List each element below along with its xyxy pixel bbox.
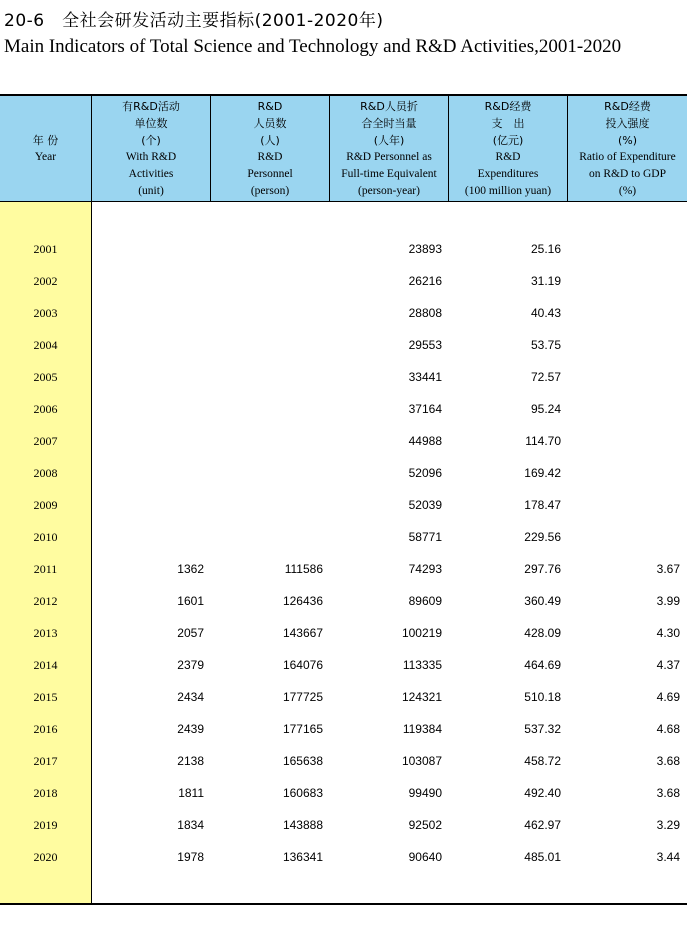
cell-fte: 124321 [401, 690, 442, 704]
header-ratio-en-2: on R&D to GDP [589, 167, 666, 180]
table-row [0, 681, 687, 713]
header-units-cn-1: 有R&D活动 [122, 99, 180, 113]
header-personnel [210, 96, 329, 201]
cell-year: 2010 [33, 530, 58, 544]
cell-fte: 99490 [408, 786, 442, 800]
header-fte-cn-1: R&D人员折 [360, 99, 418, 113]
header-personnel-en-2: Personnel [247, 167, 293, 180]
cell-expenditure: 428.09 [524, 626, 561, 640]
cell-fte: 58771 [408, 530, 442, 544]
header-expenditure-cn-1: R&D经费 [484, 99, 532, 113]
cell-fte: 89609 [408, 594, 442, 608]
cell-personnel: 136341 [282, 850, 323, 864]
cell-fte: 90640 [408, 850, 442, 864]
header-personnel-en-1: R&D [257, 150, 283, 163]
header-units-en-3: (unit) [138, 184, 164, 197]
cell-expenditure: 462.97 [524, 818, 561, 832]
cell-fte: 37164 [408, 402, 442, 416]
cell-year: 2018 [33, 786, 58, 800]
cell-expenditure: 464.69 [524, 658, 561, 672]
table-row [0, 297, 687, 329]
cell-fte: 74293 [408, 562, 442, 576]
header-ratio-cn-2: 投入强度 [605, 116, 650, 130]
cell-year: 2006 [33, 402, 58, 416]
cell-year: 2009 [33, 498, 58, 512]
cell-fte: 28808 [408, 306, 442, 320]
header-expenditure-cn-2: 支 出 [491, 116, 525, 130]
table-row [0, 425, 687, 457]
table-row [0, 649, 687, 681]
cell-fte: 119384 [402, 722, 442, 736]
cell-fte: 26216 [408, 274, 442, 288]
table-row [0, 329, 687, 361]
header-units-cn-2: 单位数 [134, 116, 168, 130]
cell-expenditure: 53.75 [530, 338, 561, 352]
table-row [0, 265, 687, 297]
cell-expenditure: 72.57 [530, 370, 561, 384]
header-personnel-cn-1: R&D [257, 99, 283, 113]
cell-units: 2057 [177, 626, 204, 640]
cell-personnel: 177165 [282, 722, 323, 736]
header-fte-en-1: R&D Personnel as [346, 150, 432, 163]
cell-personnel: 111586 [284, 562, 323, 576]
cell-year: 2017 [33, 754, 58, 768]
cell-expenditure: 485.01 [524, 850, 561, 864]
header-personnel-en-3: (person) [250, 184, 290, 197]
header-units-en-2: Activities [128, 167, 174, 180]
cell-expenditure: 229.56 [524, 530, 561, 544]
cell-year: 2005 [33, 370, 58, 384]
cell-expenditure: 297.76 [524, 562, 561, 576]
cell-year: 2001 [33, 242, 58, 256]
cell-expenditure: 25.16 [530, 242, 561, 256]
cell-units: 1601 [177, 594, 204, 608]
cell-ratio: 3.99 [656, 594, 680, 608]
cell-ratio: 3.44 [656, 850, 680, 864]
header-fte-en-3: (person-year) [358, 184, 420, 197]
table-row [0, 393, 687, 425]
header-ratio [567, 96, 687, 201]
cell-expenditure: 114.70 [525, 434, 561, 448]
header-ratio-cn-3: (%) [617, 133, 638, 147]
header-personnel-cn-2: 人员数 [253, 116, 287, 130]
table-row [0, 617, 687, 649]
cell-expenditure: 537.32 [524, 722, 561, 736]
page-title-en: Main Indicators of Total Science and Technology and R&D Activities,2001-2020 [4, 36, 622, 57]
header-ratio-cn-1: R&D经费 [604, 99, 651, 113]
header-units-cn-3: (个) [141, 133, 161, 147]
cell-units: 2138 [177, 754, 204, 768]
cell-year: 2007 [33, 434, 58, 448]
table-row [0, 521, 687, 553]
header-fte [329, 96, 448, 201]
table-header [0, 96, 687, 202]
cell-personnel: 143888 [282, 818, 323, 832]
table-row [0, 457, 687, 489]
cell-year: 2016 [33, 722, 58, 736]
header-ratio-en-1: Ratio of Expenditure [579, 150, 676, 163]
header-fte-en-2: Full-time Equivalent [341, 167, 437, 180]
cell-year: 2014 [33, 658, 58, 672]
table-row [0, 713, 687, 745]
cell-units: 1362 [177, 562, 204, 576]
header-fte-cn-2: 合全时当量 [361, 116, 417, 130]
header-personnel-cn-3: (人) [260, 133, 280, 147]
cell-units: 1978 [177, 850, 204, 864]
cell-ratio: 4.68 [656, 722, 680, 736]
header-ratio-en-3: (%) [618, 184, 637, 197]
cell-fte: 113335 [402, 658, 442, 672]
cell-expenditure: 510.18 [524, 690, 561, 704]
cell-expenditure: 360.49 [524, 594, 561, 608]
cell-fte: 52039 [408, 498, 442, 512]
cell-units: 2439 [177, 722, 204, 736]
cell-fte: 103087 [401, 754, 442, 768]
cell-year: 2013 [33, 626, 58, 640]
cell-units: 1834 [177, 818, 204, 832]
cell-year: 2015 [33, 690, 58, 704]
cell-ratio: 4.69 [656, 690, 680, 704]
cell-personnel: 177725 [282, 690, 323, 704]
cell-ratio: 3.29 [656, 818, 680, 832]
header-year-en: Year [34, 150, 57, 163]
table-row [0, 745, 687, 777]
cell-fte: 23893 [408, 242, 442, 256]
cell-ratio: 4.37 [656, 658, 680, 672]
table-row [0, 841, 687, 873]
page-title-cn: 20-6 全社会研发活动主要指标(2001-2020年) [4, 11, 384, 31]
cell-year: 2003 [33, 306, 58, 320]
cell-year: 2008 [33, 466, 58, 480]
cell-units: 2379 [177, 658, 204, 672]
cell-fte: 52096 [408, 466, 442, 480]
cell-expenditure: 169.42 [524, 466, 561, 480]
table-row [0, 777, 687, 809]
cell-year: 2012 [33, 594, 58, 608]
cell-personnel: 126436 [282, 594, 323, 608]
header-units [91, 96, 210, 201]
table-bottom-rule [0, 903, 687, 905]
cell-fte: 44988 [408, 434, 442, 448]
cell-fte: 100219 [401, 626, 442, 640]
cell-personnel: 164076 [282, 658, 323, 672]
header-expenditure [448, 96, 567, 201]
header-expenditure-cn-3: (亿元) [492, 133, 524, 147]
cell-fte: 33441 [408, 370, 442, 384]
cell-ratio: 3.68 [656, 786, 680, 800]
cell-personnel: 165638 [282, 754, 323, 768]
cell-year: 2019 [33, 818, 58, 832]
header-units-en-1: With R&D [125, 150, 177, 163]
cell-fte: 92502 [408, 818, 442, 832]
cell-units: 1811 [178, 786, 204, 800]
table-row [0, 585, 687, 617]
cell-ratio: 3.68 [656, 754, 680, 768]
cell-personnel: 143667 [282, 626, 323, 640]
cell-year: 2020 [33, 850, 58, 864]
cell-expenditure: 95.24 [530, 402, 561, 416]
cell-year: 2011 [33, 562, 58, 576]
header-year-cn: 年 份 [32, 133, 59, 147]
cell-expenditure: 458.72 [524, 754, 561, 768]
table-row [0, 361, 687, 393]
cell-expenditure: 40.43 [530, 306, 561, 320]
header-expenditure-en-2: Expenditures [477, 167, 539, 180]
header-fte-cn-3: (人年) [373, 133, 405, 147]
table-row [0, 489, 687, 521]
cell-ratio: 4.30 [656, 626, 680, 640]
table-row [0, 233, 687, 265]
header-year [0, 96, 91, 201]
table-row [0, 809, 687, 841]
table-row [0, 553, 687, 585]
cell-fte: 29553 [408, 338, 442, 352]
cell-personnel: 160683 [282, 786, 323, 800]
header-expenditure-en-3: (100 million yuan) [464, 184, 552, 197]
cell-expenditure: 31.19 [530, 274, 561, 288]
cell-ratio: 3.67 [656, 562, 680, 576]
header-expenditure-en-1: R&D [495, 150, 521, 163]
cell-expenditure: 492.40 [524, 786, 561, 800]
cell-units: 2434 [177, 690, 204, 704]
cell-year: 2004 [33, 338, 58, 352]
cell-expenditure: 178.47 [524, 498, 561, 512]
cell-year: 2002 [33, 274, 58, 288]
